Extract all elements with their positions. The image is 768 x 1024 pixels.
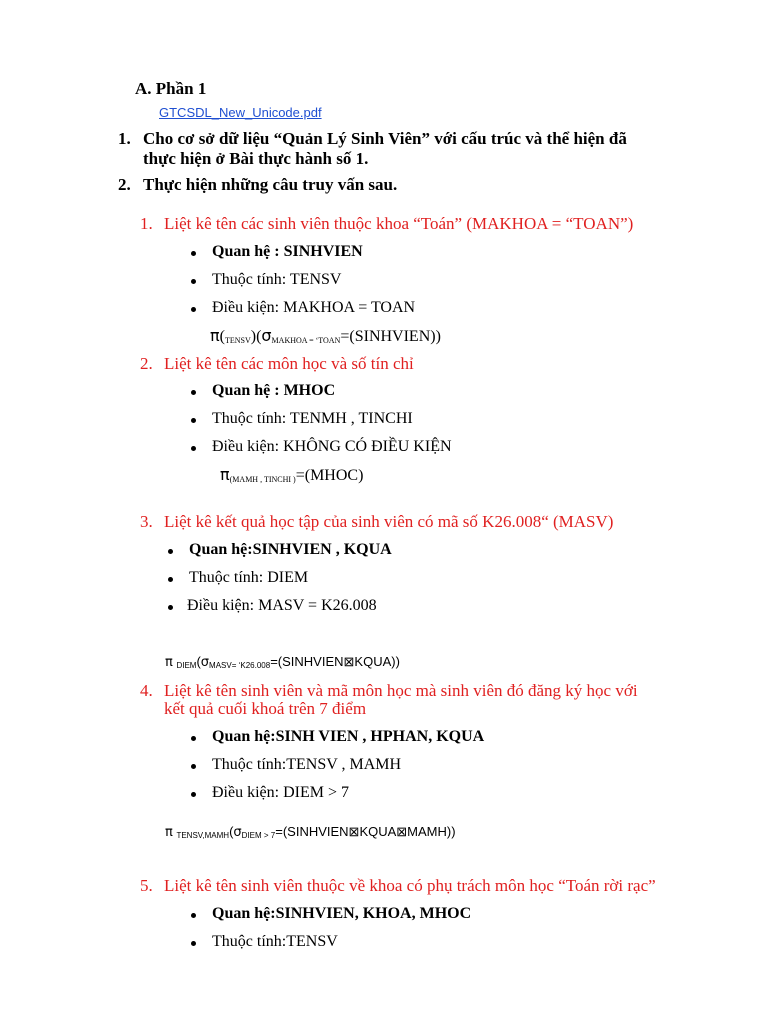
query-number: 4.: [140, 681, 153, 700]
algebra-formula: π $_{TENSV,MAMH}(\sigma_{DIEM > 7}=(SINHVIEN⊠KQUA⊠MAMH))$: [165, 824, 456, 840]
bullet-icon: [168, 577, 173, 582]
query-title: Liệt kê tên các môn học và số tín chỉ: [164, 354, 414, 373]
bullet-icon: [191, 736, 196, 741]
condition-line: Điều kiện: MAKHOA = TOAN: [212, 299, 416, 316]
query-number: 1.: [140, 214, 153, 233]
item-text: Thực hiện những câu truy vấn sau.: [143, 175, 398, 194]
section-heading: A. Phần 1: [135, 79, 207, 98]
bullet-icon: [191, 446, 196, 451]
algebra-formula: $\pi_{(MAMH , TINCHI )}=(MHOC)$: [220, 465, 364, 484]
bullet-icon: [168, 549, 173, 554]
bullet-icon: [191, 764, 196, 769]
query-title: Liệt kê kết quả học tập của sinh viên có mã số K26.008“ (MASV): [164, 512, 614, 531]
item-number: 1.: [118, 129, 131, 148]
bullet-icon: [191, 279, 196, 284]
pdf-link[interactable]: GTCSDL_New_Unicode.pdf: [159, 105, 322, 120]
condition-line: Điều kiện: MASV = K26.008: [187, 597, 377, 614]
bullet-icon: [191, 251, 196, 256]
attribute-line: Thuộc tính:TENSV , MAMH: [212, 756, 402, 773]
bullet-icon: [191, 792, 196, 797]
relation-line: Quan hệ:SINHVIEN , KQUA: [189, 541, 392, 558]
item-text: Cho cơ sở dữ liệu “Quản Lý Sinh Viên” với cấu trúc và thể hiện đã: [143, 129, 627, 148]
condition-line: Điều kiện: DIEM > 7: [212, 784, 349, 801]
bullet-icon: [191, 941, 196, 946]
relation-line: Quan hệ:SINH VIEN , HPHAN, KQUA: [212, 728, 485, 745]
query-title: Liệt kê tên các sinh viên thuộc khoa “Toán” (MAKHOA = “TOAN”): [164, 214, 634, 233]
attribute-line: Thuộc tính:TENSV: [212, 933, 338, 950]
query-title: Liệt kê tên sinh viên và mã môn học mà sinh viên đó đăng ký học với: [164, 681, 638, 700]
relation-line: Quan hệ:SINHVIEN, KHOA, MHOC: [212, 905, 472, 922]
query-number: 5.: [140, 876, 153, 895]
bullet-icon: [191, 307, 196, 312]
algebra-formula: $\pi(_{TENSV})(\sigma_{MAKHOA = ‘TOAN}=(SINHVIEN))$: [210, 326, 441, 345]
bullet-icon: [191, 390, 196, 395]
bullet-icon: [168, 605, 173, 610]
relation-line: Quan hệ : SINHVIEN: [212, 243, 363, 260]
algebra-formula: π $_{DIEM}(\sigma_{MASV= ‘K26.008}=(SINHVIEN⊠KQUA))$: [165, 654, 400, 670]
bullet-icon: [191, 418, 196, 423]
attribute-line: Thuộc tính: TENMH , TINCHI: [212, 410, 413, 427]
query-number: 3.: [140, 512, 153, 531]
item-number: 2.: [118, 175, 131, 194]
attribute-line: Thuộc tính: TENSV: [212, 271, 342, 288]
query-title-cont: kết quả cuối khoá trên 7 điểm: [164, 699, 367, 718]
attribute-line: Thuộc tính: DIEM: [189, 569, 309, 586]
bullet-icon: [191, 913, 196, 918]
item-text-cont: thực hiện ở Bài thực hành số 1.: [143, 149, 369, 168]
query-number: 2.: [140, 354, 153, 373]
relation-line: Quan hệ : MHOC: [212, 382, 336, 399]
query-title: Liệt kê tên sinh viên thuộc về khoa có phụ trách môn học “Toán rời rạc”: [164, 876, 656, 895]
condition-line: Điều kiện: KHÔNG CÓ ĐIỀU KIỆN: [212, 438, 452, 455]
